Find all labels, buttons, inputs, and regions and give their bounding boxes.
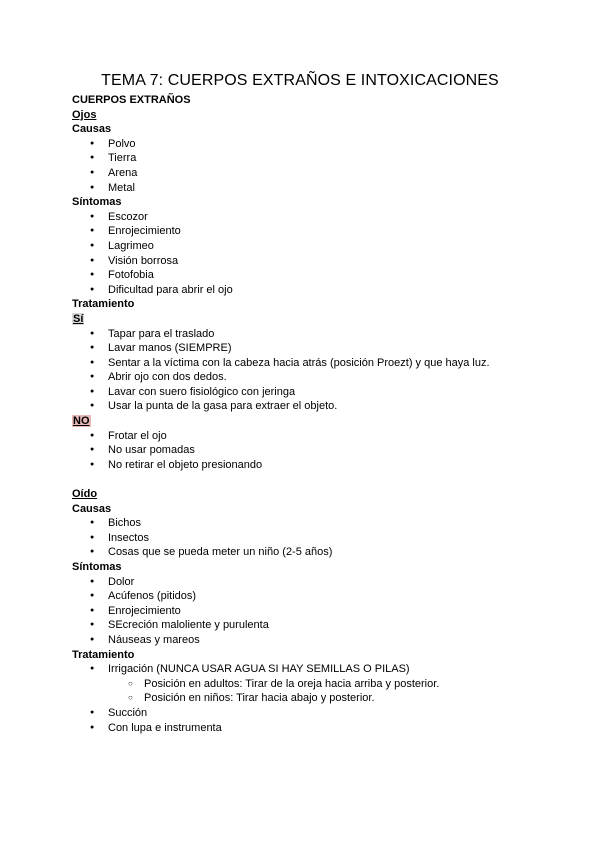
list-item: ● Acúfenos (pitidos) [72, 589, 542, 604]
list-item: ● Enrojecimiento [72, 224, 542, 239]
list-item: ● Náuseas y mareos [72, 633, 542, 648]
list-item: ● Bichos [72, 516, 542, 531]
list-item: ● Escozor [72, 210, 542, 225]
ojos-causas-label: Causas [72, 123, 112, 136]
list-item: ● SEcreción maloliente y purulenta [72, 618, 542, 633]
blank-line [72, 472, 542, 487]
list-item: ● Cosas que se pueda meter un niño (2-5 años) [72, 545, 542, 560]
ojos-sintomas-list [72, 210, 542, 298]
list-item: ● Metal [72, 181, 542, 196]
ojos-tratamiento-label: Tratamiento [72, 298, 135, 311]
list-item: ● Frotar el ojo [72, 429, 542, 444]
list-item: ● Insectos [72, 531, 542, 546]
list-item: ● Irrigación (NUNCA USAR AGUA SI HAY SEMILLAS O PILAS) [72, 662, 542, 677]
list-item: ● No usar pomadas [72, 443, 542, 458]
oido-sintomas-label: Síntomas [72, 561, 122, 573]
oido-causas-list [72, 516, 542, 560]
list-item: ● Tapar para el traslado [72, 327, 542, 342]
ojos-si-list [72, 327, 542, 415]
list-item: ● Visión borrosa [72, 254, 542, 269]
list-item: ● Polvo [72, 137, 542, 152]
oido-heading: Oído [72, 488, 98, 501]
list-item: ● Enrojecimiento [72, 604, 542, 619]
list-item: ● Tierra [72, 151, 542, 166]
list-item: ● Lagrimeo [72, 239, 542, 254]
list-item: ● Dificultad para abrir el ojo [72, 283, 542, 298]
oido-sintomas-list [72, 575, 542, 648]
page-title: TEMA 7: CUERPOS EXTRAÑOS E INTOXICACIONES [101, 72, 499, 89]
list-item: ● Sentar a la víctima con la cabeza hacia atrás (posición Proezt) y que haya luz. [72, 356, 542, 371]
list-item: ● Lavar manos (SIEMPRE) [72, 341, 542, 356]
ojos-heading: Ojos [72, 108, 97, 121]
list-item: ● Lavar con suero fisiológico con jeringa [72, 385, 542, 400]
list-item: ● Dolor [72, 575, 542, 590]
sub-list-item: ○ Posición en adultos: Tirar de la oreja hacia arriba y posterior. [72, 677, 542, 692]
oido-tratamiento-list [72, 662, 542, 735]
oido-causas-label: Causas [72, 502, 112, 515]
oido-tratamiento-label: Tratamiento [72, 648, 135, 661]
si-heading [72, 312, 542, 327]
ojos-sintomas-label: Síntomas [72, 196, 122, 209]
ojos-no-list [72, 429, 542, 473]
no-heading [72, 414, 542, 429]
si-label: Sí [73, 312, 84, 325]
list-item: ● Fotofobia [72, 268, 542, 283]
list-item: ● Abrir ojo con dos dedos. [72, 370, 542, 385]
list-item: ● Arena [72, 166, 542, 181]
list-item: ● Con lupa e instrumenta [72, 721, 542, 736]
document-content [72, 93, 542, 735]
list-item: ● Usar la punta de la gasa para extraer el objeto. [72, 399, 542, 414]
sub-list-item: ○ Posición en niños: Tirar hacia abajo y posterior. [72, 691, 542, 706]
list-item: ● Succión [72, 706, 542, 721]
no-label: NO [73, 415, 90, 428]
section-heading: CUERPOS EXTRAÑOS [72, 94, 191, 106]
ojos-causas-list [72, 137, 542, 195]
list-item: ● No retirar el objeto presionando [72, 458, 542, 473]
